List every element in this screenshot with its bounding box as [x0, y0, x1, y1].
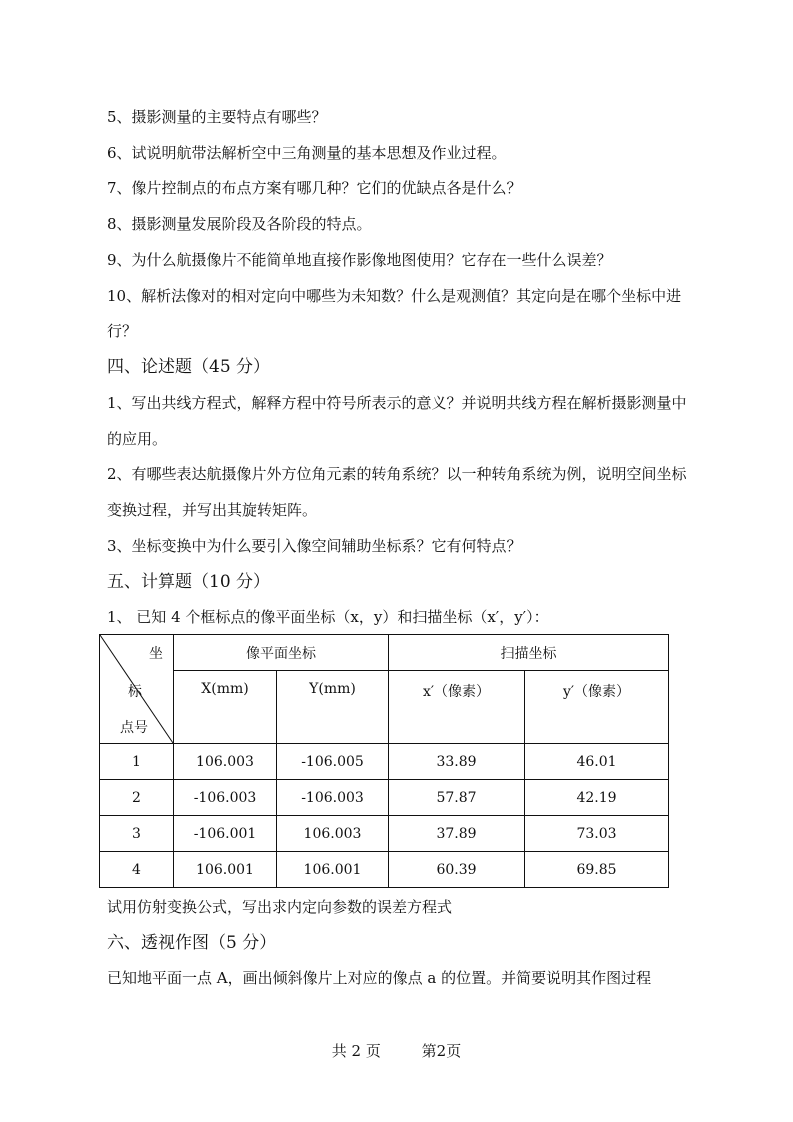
cell-xp: 60.39 — [389, 852, 525, 888]
question-4-1-line2: 的应用。 — [107, 430, 168, 448]
section-5-title: 五、计算题（10 分） — [107, 572, 271, 592]
cell-y: 106.001 — [277, 852, 389, 888]
header-scan: 扫描坐标 — [389, 635, 669, 671]
section-6-title: 六、透视作图（5 分） — [107, 933, 277, 953]
question-3-10-line2: 行？ — [107, 322, 138, 340]
cell-yp: 46.01 — [525, 744, 669, 780]
cell-xp: 37.89 — [389, 816, 525, 852]
table-row — [100, 852, 669, 888]
table-corner-cell — [100, 635, 174, 744]
table-row — [100, 780, 669, 816]
cell-yp: 42.19 — [525, 780, 669, 816]
table-row — [100, 816, 669, 852]
cell-y: -106.005 — [277, 744, 389, 780]
cell-yp: 73.03 — [525, 816, 669, 852]
cell-x: -106.003 — [174, 780, 277, 816]
cell-y: -106.003 — [277, 780, 389, 816]
question-3-7: 7、像片控制点的布点方案有哪几种？它们的优缺点各是什么？ — [107, 179, 522, 197]
corner-label-bottom: 点号 — [120, 720, 148, 736]
question-3-8: 8、摄影测量发展阶段及各阶段的特点。 — [107, 215, 372, 233]
header-y-mm: Y(mm) — [277, 671, 389, 744]
question-5-1: 1、 已知 4 个框标点的像平面坐标（x，y）和扫描坐标（x′，y′）： — [107, 608, 549, 626]
section-6-text: 已知地平面一点 A，画出倾斜像片上对应的像点 a 的位置。并简要说明其作图过程 — [107, 969, 652, 987]
current-page: 第2页 — [421, 1042, 462, 1060]
corner-label-top: 坐 — [149, 646, 163, 662]
question-3-6: 6、试说明航带法解析空中三角测量的基本思想及作业过程。 — [107, 144, 507, 162]
section-5-instruction: 试用仿射变换公式，写出求内定向参数的误差方程式 — [107, 898, 453, 916]
cell-point-id: 4 — [100, 852, 174, 888]
cell-yp: 69.85 — [525, 852, 669, 888]
question-3-9: 9、为什么航摄像片不能简单地直接作影像地图使用？它存在一些什么误差？ — [107, 251, 612, 269]
cell-x: 106.003 — [174, 744, 277, 780]
question-4-2-line1: 2、有哪些表达航摄像片外方位角元素的转角系统？以一种转角系统为例，说明空间坐标 — [107, 465, 687, 483]
header-image-plane: 像平面坐标 — [174, 635, 389, 671]
question-4-1-line1: 1、写出共线方程式，解释方程中符号所表示的意义？并说明共线方程在解析摄影测量中 — [107, 394, 687, 412]
coordinates-table — [99, 634, 669, 888]
cell-xp: 33.89 — [389, 744, 525, 780]
cell-point-id: 3 — [100, 816, 174, 852]
total-pages: 共 2 页 — [331, 1042, 381, 1060]
question-4-2-line2: 变换过程，并写出其旋转矩阵。 — [107, 501, 318, 519]
question-3-10-line1: 10、解析法像对的相对定向中哪些为未知数？什么是观测值？其定向是在哪个坐标中进 — [107, 287, 682, 305]
cell-xp: 57.87 — [389, 780, 525, 816]
header-y-pixel: y′（像素） — [525, 671, 669, 744]
cell-y: 106.003 — [277, 816, 389, 852]
page-footer — [0, 1040, 793, 1061]
section-4-title: 四、论述题（45 分） — [107, 357, 271, 377]
header-x-pixel: x′（像素） — [389, 671, 525, 744]
table-row — [100, 744, 669, 780]
corner-label-mid: 标 — [128, 684, 142, 700]
question-3-5: 5、摄影测量的主要特点有哪些？ — [107, 108, 327, 126]
cell-point-id: 1 — [100, 744, 174, 780]
question-4-3: 3、坐标变换中为什么要引入像空间辅助坐标系？它有何特点？ — [107, 537, 522, 555]
cell-x: 106.001 — [174, 852, 277, 888]
header-x-mm: X(mm) — [174, 671, 277, 744]
cell-x: -106.001 — [174, 816, 277, 852]
cell-point-id: 2 — [100, 780, 174, 816]
